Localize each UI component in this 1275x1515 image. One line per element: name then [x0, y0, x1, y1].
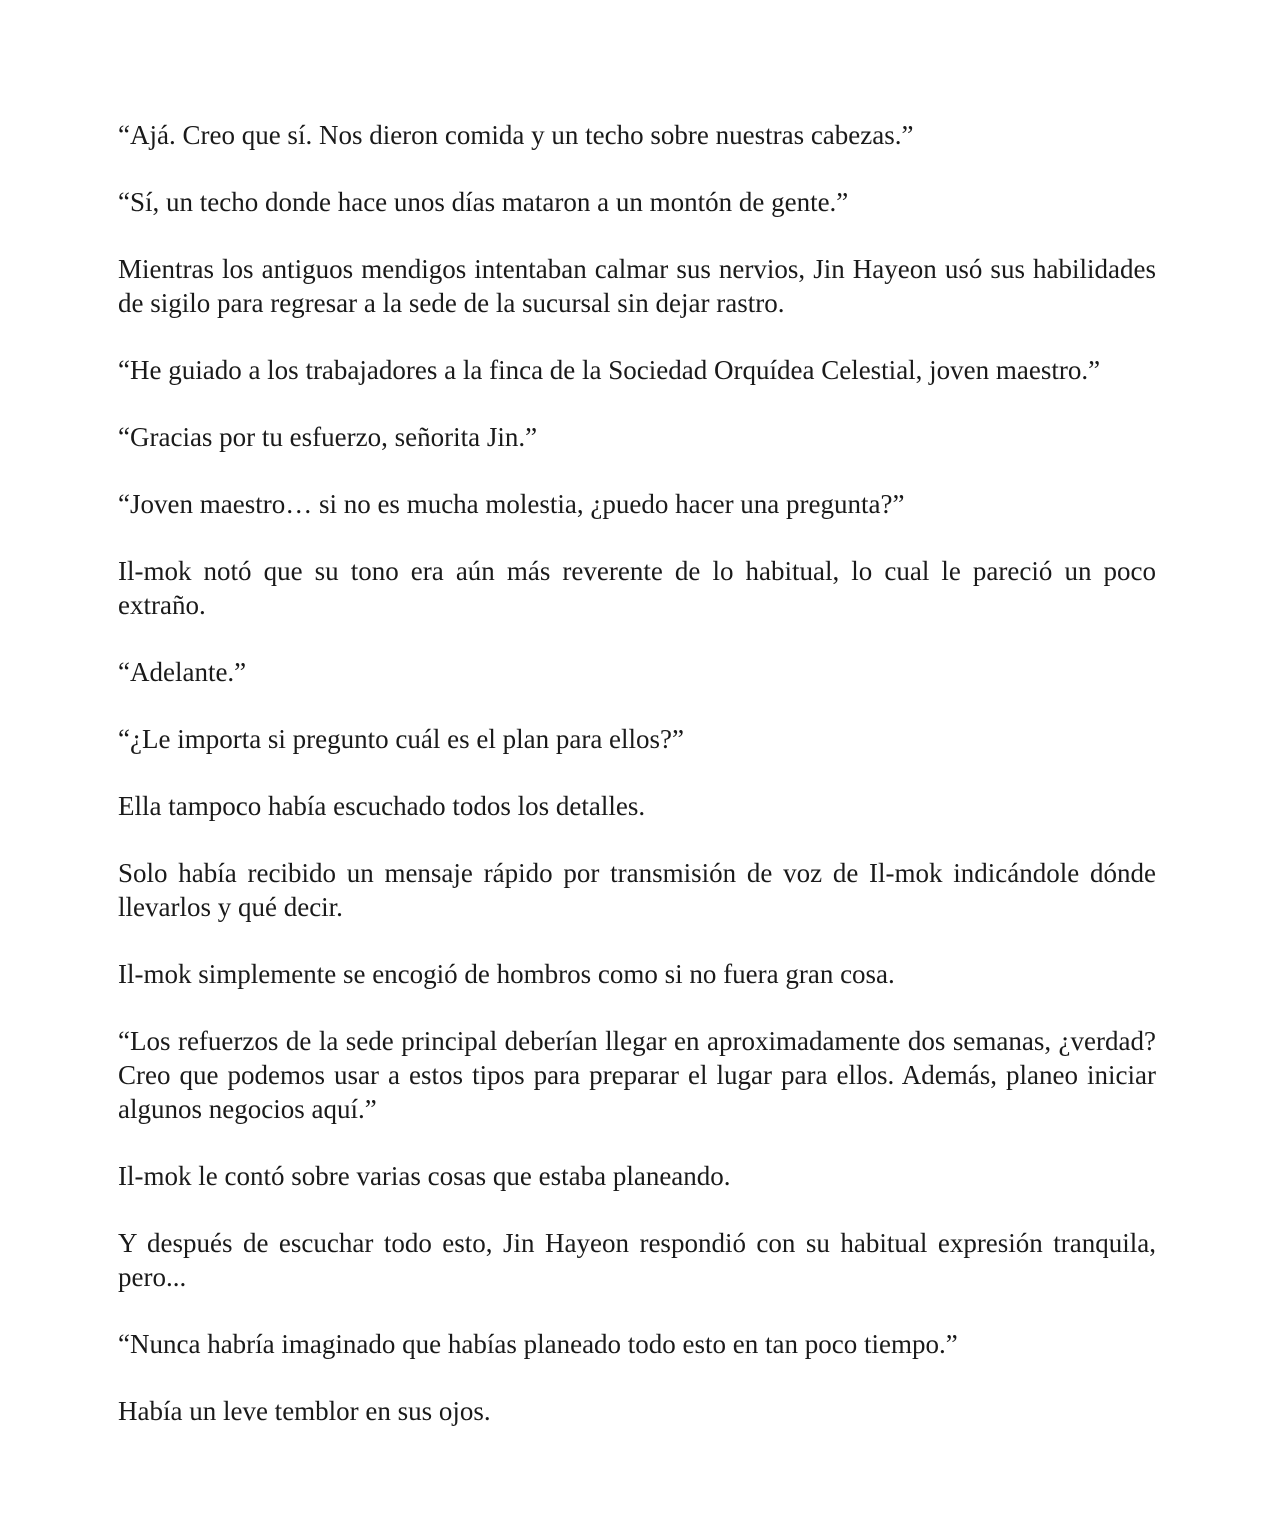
- paragraph: Solo había recibido un mensaje rápido por transmisión de voz de Il-mok indicándole dónde llevarlos y qué decir.: [118, 858, 1156, 922]
- paragraph: “Nunca habría imaginado que habías planeado todo esto en tan poco tiempo.”: [118, 1329, 958, 1359]
- paragraph: “Sí, un techo donde hace unos días mataron a un montón de gente.”: [118, 187, 849, 217]
- paragraph: “Adelante.”: [118, 657, 247, 687]
- paragraph: Mientras los antiguos mendigos intentaban calmar sus nervios, Jin Hayeon usó sus habilidades de sigilo para regresar a la sede de la sucursal sin dejar rastro.: [118, 254, 1156, 318]
- paragraph: “He guiado a los trabajadores a la finca de la Sociedad Orquídea Celestial, joven maestro.”: [118, 355, 1101, 385]
- paragraph: “Ajá. Creo que sí. Nos dieron comida y un techo sobre nuestras cabezas.”: [118, 120, 914, 150]
- paragraph: Y después de escuchar todo esto, Jin Hayeon respondió con su habitual expresión tranquila, pero...: [118, 1228, 1156, 1292]
- paragraph: “Gracias por tu esfuerzo, señorita Jin.”: [118, 422, 538, 452]
- paragraph: “Joven maestro… si no es mucha molestia, ¿puedo hacer una pregunta?”: [118, 489, 905, 519]
- paragraph: Había un leve temblor en sus ojos.: [118, 1396, 491, 1426]
- paragraph: “¿Le importa si pregunto cuál es el plan para ellos?”: [118, 724, 685, 754]
- paragraph: Il-mok simplemente se encogió de hombros como si no fuera gran cosa.: [118, 959, 895, 989]
- paragraph: Il-mok notó que su tono era aún más reverente de lo habitual, lo cual le pareció un poco extraño.: [118, 556, 1156, 620]
- paragraph: Il-mok le contó sobre varias cosas que estaba planeando.: [118, 1161, 731, 1191]
- paragraph: Ella tampoco había escuchado todos los detalles.: [118, 791, 646, 821]
- paragraph: “Los refuerzos de la sede principal deberían llegar en aproximadamente dos semanas, ¿verdad? Creo que podemos usar a estos tipos para preparar el lugar para ellos. Además, planeo iniciar algunos negocios aquí.”: [118, 1026, 1156, 1124]
- document-body: [118, 118, 1156, 1461]
